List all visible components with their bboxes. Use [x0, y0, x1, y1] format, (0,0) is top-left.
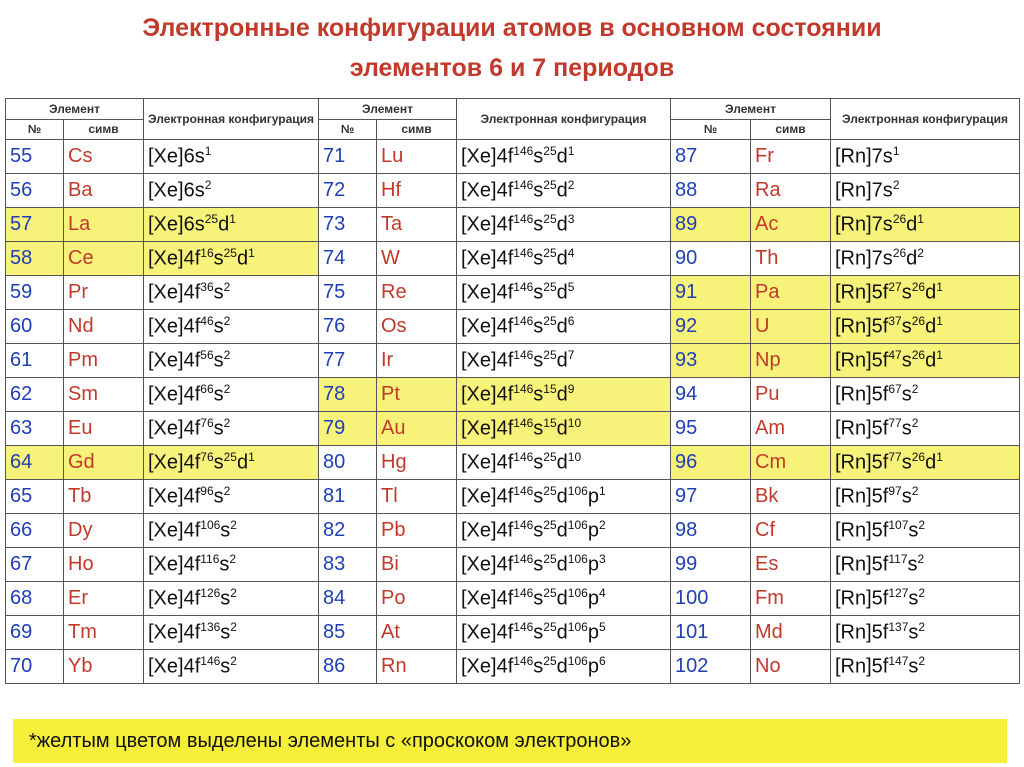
element-symbol: Pu	[751, 378, 831, 412]
element-symbol: Ra	[751, 174, 831, 208]
table-row	[6, 650, 1020, 684]
element-number: 87	[671, 140, 751, 174]
electron-configuration: $[Xe]6s^{25}d^1$	[144, 208, 319, 242]
element-number: 74	[319, 242, 377, 276]
element-number: 101	[671, 616, 751, 650]
electron-configuration: $[Rn]5f^{127}s^2$	[831, 582, 1020, 616]
electron-configuration: $[Xe]4f^{146}s^{25}d^{106}p^3$	[457, 548, 671, 582]
element-number: 96	[671, 446, 751, 480]
element-symbol: At	[377, 616, 457, 650]
element-symbol: Pt	[377, 378, 457, 412]
element-symbol: W	[377, 242, 457, 276]
electron-configuration: $[Xe]4f^{146}s^{25}d^2$	[457, 174, 671, 208]
header-element: Элемент	[319, 99, 457, 120]
element-number: 60	[6, 310, 64, 344]
element-number: 62	[6, 378, 64, 412]
electron-configuration: $[Xe]4f^{146}s^{25}d^{106}p^2$	[457, 514, 671, 548]
electron-configuration: $[Xe]4f^{136}s^2$	[144, 616, 319, 650]
electron-configuration: $[Xe]4f^{146}s^{25}d^7$	[457, 344, 671, 378]
element-number: 75	[319, 276, 377, 310]
electron-configuration: $[Xe]4f^{46}s^2$	[144, 310, 319, 344]
header-sym: симв	[751, 119, 831, 140]
table-row	[6, 174, 1020, 208]
element-symbol: Bi	[377, 548, 457, 582]
element-symbol: Fr	[751, 140, 831, 174]
element-symbol: Fm	[751, 582, 831, 616]
element-symbol: Rn	[377, 650, 457, 684]
element-number: 69	[6, 616, 64, 650]
element-symbol: La	[64, 208, 144, 242]
electron-configuration: $[Rn]7s^{26}d^2$	[831, 242, 1020, 276]
element-symbol: Ta	[377, 208, 457, 242]
electron-configuration: $[Xe]6s^1$	[144, 140, 319, 174]
header-config: Электронная конфигурация	[831, 99, 1020, 140]
electron-configuration: $[Xe]4f^{146}s^{25}d^{106}p^6$	[457, 650, 671, 684]
element-symbol: Es	[751, 548, 831, 582]
element-number: 84	[319, 582, 377, 616]
electron-configuration: $[Rn]5f^{107}s^2$	[831, 514, 1020, 548]
element-symbol: Pm	[64, 344, 144, 378]
element-number: 100	[671, 582, 751, 616]
element-number: 64	[6, 446, 64, 480]
element-symbol: U	[751, 310, 831, 344]
element-symbol: Tb	[64, 480, 144, 514]
table-row	[6, 310, 1020, 344]
element-symbol: Dy	[64, 514, 144, 548]
header-num: №	[6, 119, 64, 140]
element-symbol: Yb	[64, 650, 144, 684]
electron-configuration: $[Xe]4f^{16}s^{25}d^1$	[144, 242, 319, 276]
electron-configuration: $[Xe]4f^{146}s^{25}d^{106}p^1$	[457, 480, 671, 514]
electron-configuration: $[Xe]4f^{76}s^2$	[144, 412, 319, 446]
electron-configuration: $[Rn]5f^{27}s^{26}d^1$	[831, 276, 1020, 310]
electron-configuration: $[Xe]4f^{146}s^{25}d^6$	[457, 310, 671, 344]
electron-configuration: $[Rn]5f^{77}s^2$	[831, 412, 1020, 446]
element-symbol: Eu	[64, 412, 144, 446]
element-symbol: Tl	[377, 480, 457, 514]
header-element: Элемент	[671, 99, 831, 120]
element-number: 66	[6, 514, 64, 548]
page-title	[0, 8, 1024, 88]
element-symbol: Au	[377, 412, 457, 446]
element-number: 94	[671, 378, 751, 412]
element-symbol: Ir	[377, 344, 457, 378]
element-symbol: Cs	[64, 140, 144, 174]
element-symbol: Pa	[751, 276, 831, 310]
electron-configuration: $[Xe]4f^{146}s^2$	[144, 650, 319, 684]
table-row	[6, 514, 1020, 548]
element-number: 71	[319, 140, 377, 174]
electron-config-table	[5, 98, 1020, 684]
table-row	[6, 446, 1020, 480]
electron-configuration: $[Xe]4f^{116}s^2$	[144, 548, 319, 582]
table-row	[6, 344, 1020, 378]
element-symbol: Hg	[377, 446, 457, 480]
element-number: 65	[6, 480, 64, 514]
element-number: 79	[319, 412, 377, 446]
electron-configuration: $[Xe]4f^{146}s^{25}d^4$	[457, 242, 671, 276]
table-row	[6, 412, 1020, 446]
element-number: 58	[6, 242, 64, 276]
element-symbol: Cf	[751, 514, 831, 548]
element-number: 97	[671, 480, 751, 514]
element-number: 88	[671, 174, 751, 208]
electron-configuration: $[Xe]4f^{76}s^{25}d^1$	[144, 446, 319, 480]
element-symbol: Re	[377, 276, 457, 310]
element-number: 70	[6, 650, 64, 684]
electron-configuration: $[Rn]5f^{117}s^2$	[831, 548, 1020, 582]
element-number: 102	[671, 650, 751, 684]
electron-configuration: $[Xe]4f^{96}s^2$	[144, 480, 319, 514]
element-number: 76	[319, 310, 377, 344]
table-row	[6, 582, 1020, 616]
electron-configuration: $[Rn]5f^{77}s^{26}d^1$	[831, 446, 1020, 480]
header-element: Элемент	[6, 99, 144, 120]
electron-configuration: $[Xe]4f^{146}s^{25}d^1$	[457, 140, 671, 174]
element-symbol: Pb	[377, 514, 457, 548]
header-sym: симв	[64, 119, 144, 140]
element-number: 59	[6, 276, 64, 310]
element-symbol: Ba	[64, 174, 144, 208]
header-num: №	[671, 119, 751, 140]
table-row	[6, 378, 1020, 412]
electron-configuration: $[Xe]4f^{146}s^{25}d^{106}p^4$	[457, 582, 671, 616]
table-row	[6, 480, 1020, 514]
element-symbol: Os	[377, 310, 457, 344]
element-number: 99	[671, 548, 751, 582]
element-number: 56	[6, 174, 64, 208]
electron-configuration: $[Xe]4f^{146}s^{25}d^{106}p^5$	[457, 616, 671, 650]
electron-configuration: $[Xe]4f^{56}s^2$	[144, 344, 319, 378]
element-number: 63	[6, 412, 64, 446]
element-symbol: Nd	[64, 310, 144, 344]
table-row	[6, 208, 1020, 242]
electron-configuration: $[Rn]5f^{147}s^2$	[831, 650, 1020, 684]
electron-configuration: $[Rn]5f^{97}s^2$	[831, 480, 1020, 514]
table-row	[6, 140, 1020, 174]
electron-configuration: $[Xe]4f^{146}s^{15}d^9$	[457, 378, 671, 412]
electron-configuration: $[Xe]6s^2$	[144, 174, 319, 208]
element-number: 90	[671, 242, 751, 276]
element-number: 73	[319, 208, 377, 242]
electron-configuration: $[Xe]4f^{146}s^{25}d^{10}$	[457, 446, 671, 480]
header-num: №	[319, 119, 377, 140]
electron-configuration: $[Xe]4f^{36}s^2$	[144, 276, 319, 310]
header-sym: симв	[377, 119, 457, 140]
element-number: 83	[319, 548, 377, 582]
element-number: 93	[671, 344, 751, 378]
element-symbol: Ce	[64, 242, 144, 276]
element-symbol: Am	[751, 412, 831, 446]
electron-configuration: $[Rn]5f^{37}s^{26}d^1$	[831, 310, 1020, 344]
electron-configuration: $[Rn]7s^{26}d^1$	[831, 208, 1020, 242]
element-symbol: Th	[751, 242, 831, 276]
element-symbol: Cm	[751, 446, 831, 480]
element-symbol: Po	[377, 582, 457, 616]
element-number: 86	[319, 650, 377, 684]
element-symbol: Er	[64, 582, 144, 616]
element-number: 89	[671, 208, 751, 242]
element-number: 68	[6, 582, 64, 616]
element-number: 57	[6, 208, 64, 242]
electron-configuration: $[Xe]4f^{146}s^{15}d^{10}$	[457, 412, 671, 446]
element-number: 72	[319, 174, 377, 208]
element-symbol: Md	[751, 616, 831, 650]
electron-configuration: $[Xe]4f^{146}s^{25}d^3$	[457, 208, 671, 242]
electron-configuration: $[Rn]7s^1$	[831, 140, 1020, 174]
electron-configuration: $[Xe]4f^{126}s^2$	[144, 582, 319, 616]
header-row-1	[6, 99, 1020, 120]
element-symbol: Pr	[64, 276, 144, 310]
electron-configuration: $[Xe]4f^{106}s^2$	[144, 514, 319, 548]
electron-configuration: $[Rn]5f^{137}s^2$	[831, 616, 1020, 650]
element-symbol: Lu	[377, 140, 457, 174]
electron-configuration: $[Rn]7s^2$	[831, 174, 1020, 208]
header-config: Электронная конфигурация	[457, 99, 671, 140]
header-config: Электронная конфигурация	[144, 99, 319, 140]
table-row	[6, 548, 1020, 582]
element-number: 81	[319, 480, 377, 514]
element-symbol: Hf	[377, 174, 457, 208]
element-number: 82	[319, 514, 377, 548]
table-row	[6, 616, 1020, 650]
element-symbol: Ac	[751, 208, 831, 242]
element-number: 98	[671, 514, 751, 548]
element-number: 95	[671, 412, 751, 446]
electron-configuration: $[Xe]4f^{66}s^2$	[144, 378, 319, 412]
electron-configuration: $[Xe]4f^{146}s^{25}d^5$	[457, 276, 671, 310]
element-number: 85	[319, 616, 377, 650]
element-symbol: Tm	[64, 616, 144, 650]
element-symbol: Gd	[64, 446, 144, 480]
element-symbol: No	[751, 650, 831, 684]
element-number: 92	[671, 310, 751, 344]
element-number: 67	[6, 548, 64, 582]
element-number: 77	[319, 344, 377, 378]
element-number: 78	[319, 378, 377, 412]
electron-configuration: $[Rn]5f^{47}s^{26}d^1$	[831, 344, 1020, 378]
element-number: 80	[319, 446, 377, 480]
element-symbol: Sm	[64, 378, 144, 412]
element-number: 55	[6, 140, 64, 174]
electron-configuration: $[Rn]5f^{67}s^2$	[831, 378, 1020, 412]
element-number: 61	[6, 344, 64, 378]
table-row	[6, 242, 1020, 276]
footnote: *желтым цветом выделены элементы с «проскоком электронов»	[13, 719, 1007, 763]
element-number: 91	[671, 276, 751, 310]
element-symbol: Bk	[751, 480, 831, 514]
table-body	[6, 140, 1020, 684]
title-line-1: Электронные конфигурации атомов в основном состоянии	[142, 14, 882, 42]
table-row	[6, 276, 1020, 310]
title-line-2: элементов 6 и 7 периодов	[349, 54, 675, 82]
element-symbol: Np	[751, 344, 831, 378]
element-symbol: Ho	[64, 548, 144, 582]
